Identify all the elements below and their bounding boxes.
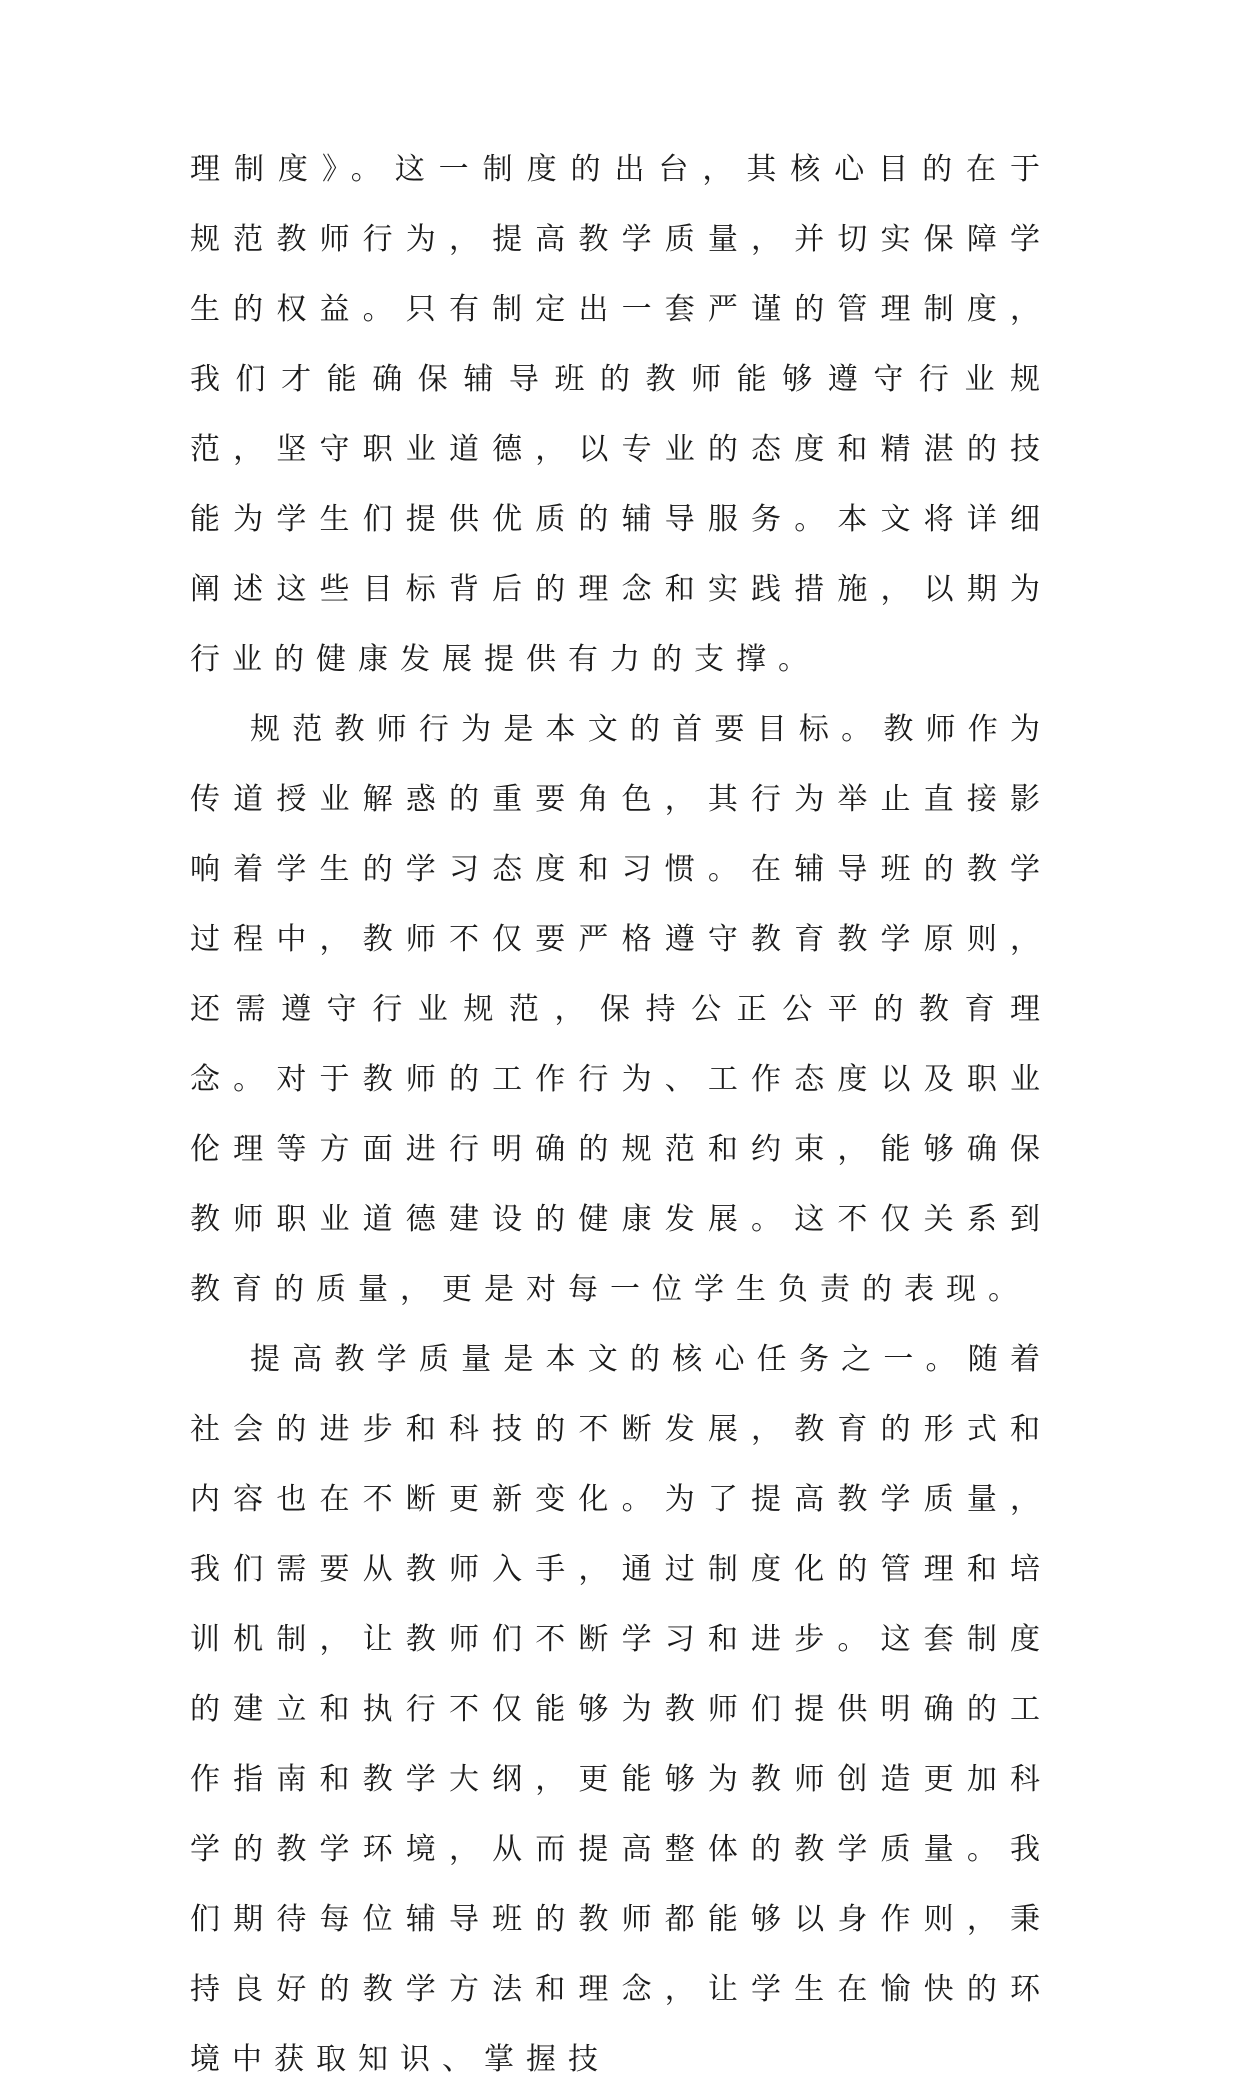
paragraph-teaching-quality: 提高教学质量是本文的核心任务之一。随着社会的进步和科技的不断发展，教育的形式和内容也在不断更新变化。为了提高教学质量，我们需要从教师入手，通过制度化的管理和培训机制，让教师们不断学习和进步。这套制度的建立和执行不仅能够为教师们提供明确的工作指南和教学大纲，更能够为教师创造更加科学的教学环境，从而提高整体的教学质量。我们期待每位辅导班的教师都能够以身作则，秉持良好的教学方法和理念，让学生在愉快的环境中获取知识、掌握技	[190, 1342, 1052, 2077]
paragraph-continuation: 理制度》。这一制度的出台，其核心目的在于规范教师行为，提高教学质量，并切实保障学生的权益。只有制定出一套严谨的管理制度，我们才能确保辅导班的教师能够遵守行业规范，坚守职业道德，以专业的态度和精湛的技能为学生们提供优质的辅导服务。本文将详细阐述这些目标背后的理念和实践措施，以期为行业的健康发展提供有力的支撑。	[190, 152, 1052, 677]
document-body	[190, 135, 1052, 2095]
paragraph-teacher-conduct: 规范教师行为是本文的首要目标。教师作为传道授业解惑的重要角色，其行为举止直接影响着学生的学习态度和习惯。在辅导班的教学过程中，教师不仅要严格遵守教育教学原则，还需遵守行业规范，保持公正公平的教育理念。对于教师的工作行为、工作态度以及职业伦理等方面进行明确的规范和约束，能够确保教师职业道德建设的健康发展。这不仅关系到教育的质量，更是对每一位学生负责的表现。	[190, 712, 1052, 1307]
